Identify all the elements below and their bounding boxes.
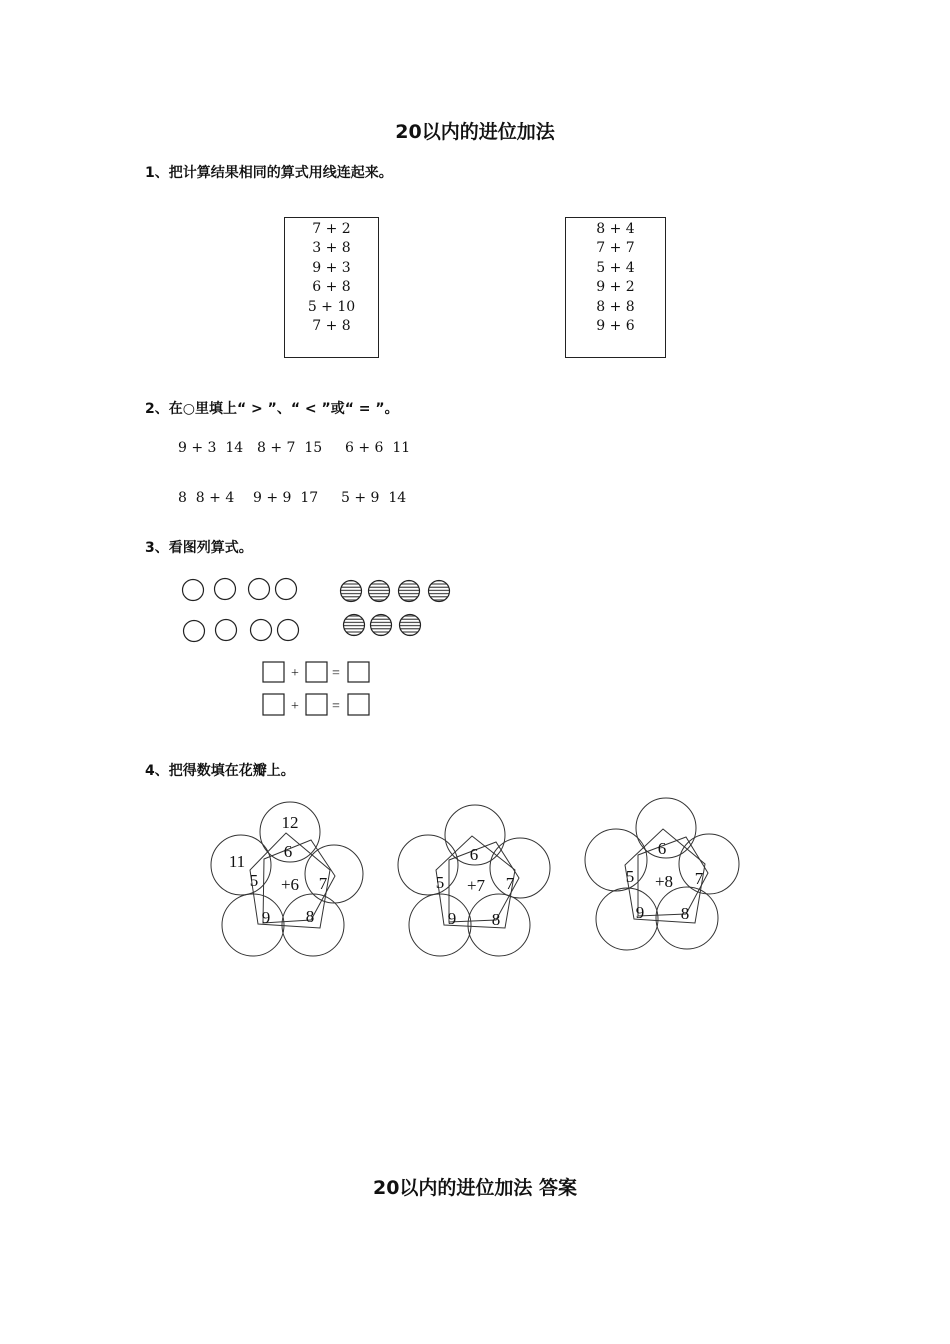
flower-number: 8 [491, 910, 501, 929]
left-expression[interactable]: 5 + 10 [307, 298, 356, 315]
flower-center: +6 [280, 875, 300, 894]
compare-item[interactable]: 5 + 9 14 [341, 490, 407, 506]
flower-number: 6 [469, 845, 479, 864]
equals-sign: = [332, 699, 340, 714]
empty-circle-group [183, 579, 299, 642]
compare-item[interactable]: 6 + 6 11 [345, 440, 411, 456]
empty-circle [183, 580, 204, 601]
flower-number: 7 [318, 874, 328, 893]
answer-box[interactable] [348, 694, 369, 715]
striped-circle [344, 615, 365, 636]
striped-circle [429, 581, 450, 602]
flower-number: 8 [305, 907, 315, 926]
flower-number: 5 [625, 867, 635, 886]
compare-item[interactable]: 8 8 + 4 [178, 490, 235, 506]
flower-center: +8 [654, 872, 674, 891]
right-expression[interactable]: 9 + 2 [596, 279, 635, 296]
flower-center: +7 [466, 876, 486, 895]
answer-box[interactable] [306, 662, 327, 682]
compare-item[interactable]: 9 + 9 17 [253, 490, 319, 506]
empty-circle [249, 579, 270, 600]
striped-circle [371, 615, 392, 636]
flower-number: 9 [447, 909, 457, 928]
answer-box[interactable] [348, 662, 369, 682]
right-expression[interactable]: 5 + 4 [596, 259, 635, 276]
left-expression[interactable]: 7 + 8 [312, 317, 351, 334]
petal[interactable] [409, 894, 471, 956]
question-2-label: 2、在○里填上“ > ”、“ < ”或“ = ”。 [145, 401, 399, 417]
empty-circle [278, 620, 299, 641]
plus-sign: + [291, 666, 299, 681]
flower-number: 5 [249, 871, 259, 890]
petal[interactable] [679, 834, 739, 894]
petal-answer: 11 [228, 852, 246, 871]
left-expression[interactable]: 3 + 8 [312, 240, 351, 257]
right-expression[interactable]: 8 + 4 [596, 221, 635, 237]
flower-number: 6 [657, 839, 667, 858]
striped-circle [399, 581, 420, 602]
right-expression[interactable]: 9 + 6 [596, 317, 635, 334]
left-expression[interactable]: 7 + 2 [312, 221, 351, 237]
empty-circle [215, 579, 236, 600]
flower-number: 9 [261, 908, 271, 927]
empty-circle [251, 620, 272, 641]
compare-item[interactable]: 9 + 3 14 [178, 440, 244, 456]
striped-circle [400, 615, 421, 636]
left-expression[interactable]: 6 + 8 [312, 279, 351, 296]
flower-number: 9 [635, 903, 645, 922]
flower-number: 5 [435, 873, 445, 892]
right-expression[interactable]: 7 + 7 [596, 240, 635, 257]
striped-circle-group [341, 581, 450, 636]
question-1-label: 1、把计算结果相同的算式用线连起来。 [145, 165, 393, 181]
empty-circle [216, 620, 237, 641]
answer-box[interactable] [263, 662, 284, 682]
page-title: 20以内的进位加法 [395, 121, 555, 143]
right-expression[interactable]: 8 + 8 [596, 298, 635, 315]
answer-title: 20以内的进位加法 答案 [372, 1177, 578, 1199]
answer-box[interactable] [306, 694, 327, 715]
plus-sign: + [291, 699, 299, 714]
compare-item[interactable]: 8 + 7 15 [257, 440, 323, 456]
striped-circle [369, 581, 390, 602]
equals-sign: = [332, 666, 340, 681]
petal-answer: 12 [281, 813, 299, 832]
flower-number: 6 [283, 842, 293, 861]
flower-number: 8 [680, 904, 690, 923]
flower-number: 7 [505, 874, 515, 893]
empty-circle [276, 579, 297, 600]
left-expression[interactable]: 9 + 3 [312, 259, 351, 276]
question-3-label: 3、看图列算式。 [145, 540, 253, 556]
empty-circle [184, 621, 205, 642]
flower-number: 7 [694, 869, 704, 888]
petal[interactable] [596, 888, 658, 950]
striped-circle [341, 581, 362, 602]
answer-box[interactable] [263, 694, 284, 715]
question-4-label: 4、把得数填在花瓣上。 [145, 763, 295, 779]
